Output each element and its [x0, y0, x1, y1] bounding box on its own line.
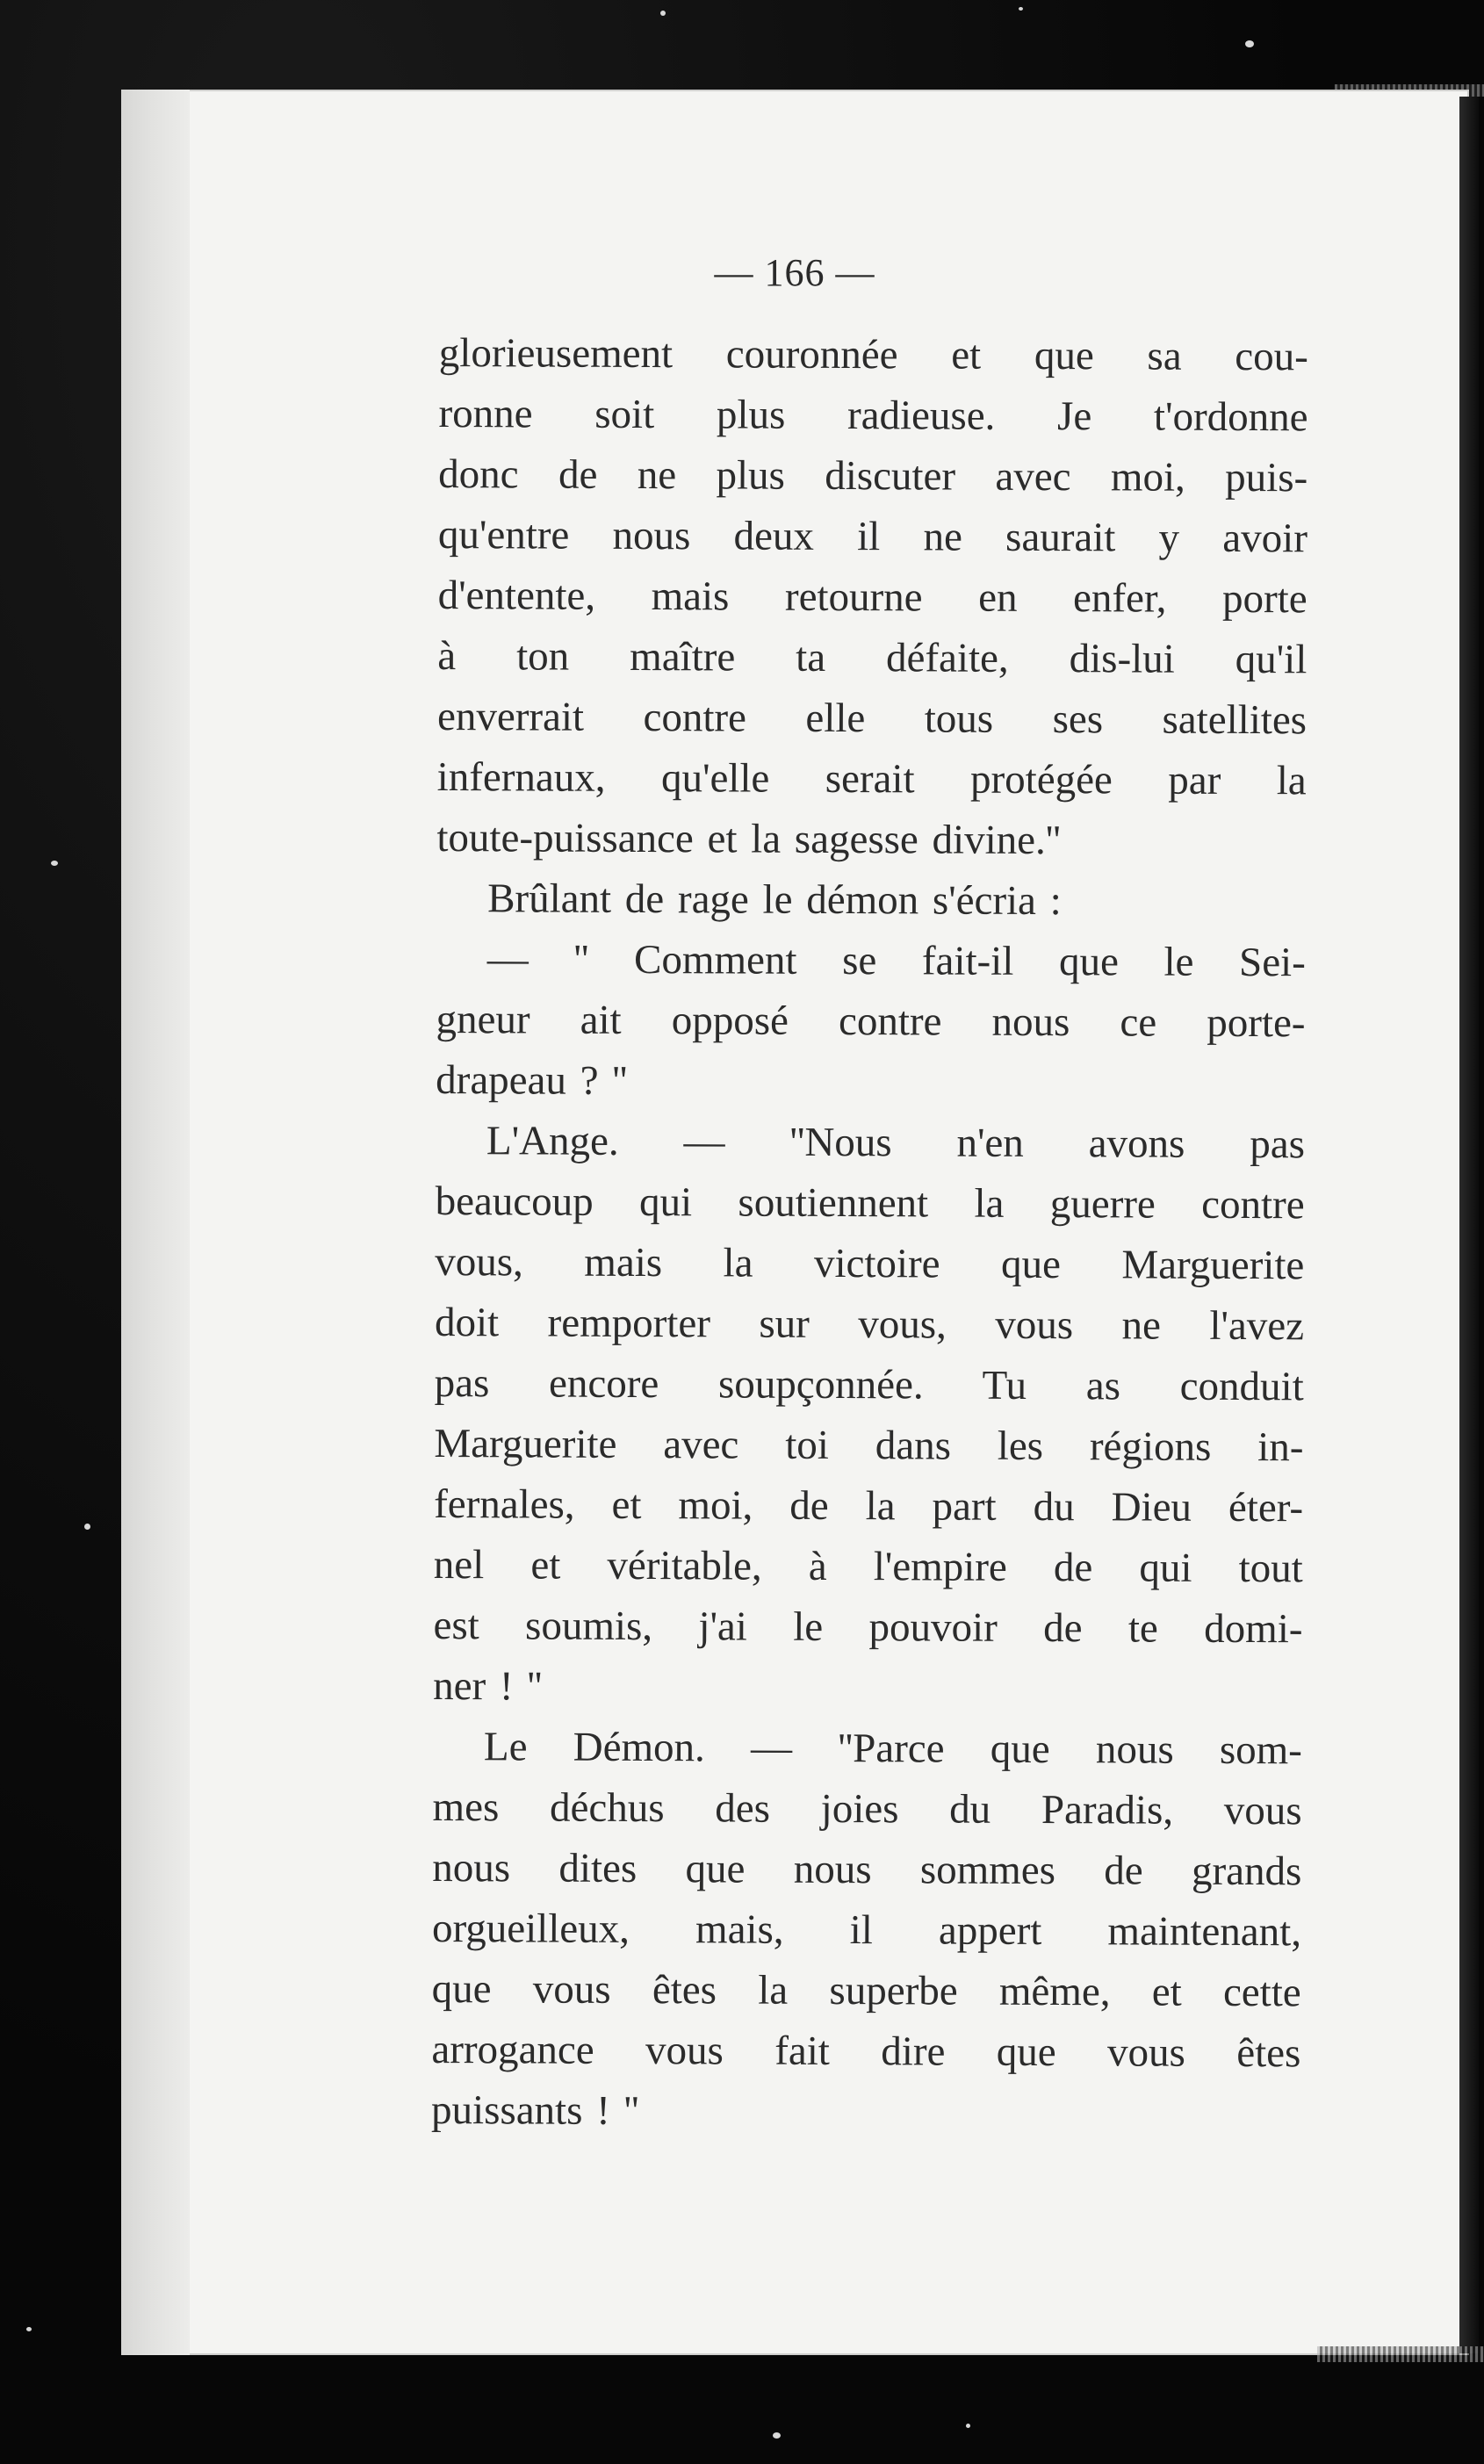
text-line: donc de ne plus discuter avec moi, puis- — [438, 450, 1308, 501]
text-line: ner ! '' — [433, 1662, 543, 1710]
adjacent-page-bottom-edge — [1317, 2346, 1484, 2362]
text-line: glorieusement couronnée et que sa cou- — [438, 329, 1308, 380]
scan-speck — [84, 1524, 90, 1530]
page-right-edge — [1459, 97, 1479, 2353]
text-line: nel et véritable, à l'empire de qui tout — [433, 1541, 1303, 1592]
text-line: enverrait contre elle tous ses satellites — [436, 693, 1308, 744]
text-line: toute-puissance et la sagesse divine.'' — [436, 814, 1061, 864]
text-line: pas encore soupçonnée. Tu as conduit — [434, 1359, 1304, 1410]
text-line: à ton maître ta défaite, dis-lui qu'il — [437, 632, 1308, 683]
page-number: — 166 — — [714, 251, 875, 294]
body-text — [431, 323, 1308, 2144]
scan-speck — [773, 2432, 781, 2439]
text-line: ronne soit plus radieuse. Je t'ordonne — [438, 390, 1308, 441]
text-line: vous, mais la victoire que Marguerite — [435, 1238, 1305, 1289]
text-line: que vous êtes la superbe même, et cette — [431, 1965, 1301, 2016]
scan-speck — [1019, 7, 1023, 11]
text-line: Marguerite avec toi dans les régions in- — [434, 1420, 1304, 1471]
text-line: qu'entre nous deux il ne saurait y avoir — [437, 511, 1308, 562]
text-line: nous dites que nous sommes de grands — [432, 1844, 1302, 1895]
scan-speck — [966, 2424, 970, 2428]
text-line: fernales, et moi, de la part du Dieu éter- — [434, 1481, 1304, 1531]
text-line: drapeau ? '' — [436, 1056, 628, 1104]
text-line: infernaux, qu'elle serait protégée par la — [436, 753, 1307, 804]
text-line: Le Démon. — ''Parce que nous som- — [483, 1724, 1303, 1774]
text-line: arrogance vous fait dire que vous êtes — [431, 2026, 1301, 2077]
text-line: mes déchus des joies du Paradis, vous — [432, 1783, 1302, 1834]
text-line: d'entente, mais retourne en enfer, porte — [437, 572, 1308, 623]
text-line: — '' Comment se fait-il que le Sei- — [486, 936, 1306, 986]
text-line: gneur ait opposé contre nous ce porte- — [436, 996, 1306, 1047]
text-line: est soumis, j'ai le pouvoir de te domi- — [433, 1602, 1303, 1653]
text-line: L'Ange. — ''Nous n'en avons pas — [486, 1118, 1306, 1168]
scan-speck — [51, 861, 58, 866]
text-line: puissants ! '' — [431, 2086, 639, 2135]
scan-speck — [1245, 40, 1254, 47]
scan-speck — [660, 11, 666, 16]
scan-speck — [26, 2327, 32, 2331]
text-line: doit remporter sur vous, vous ne l'avez — [434, 1299, 1305, 1350]
binding-shadow — [121, 90, 190, 2355]
text-line: Brûlant de rage le démon s'écria : — [487, 875, 1062, 925]
text-line: beaucoup qui soutiennent la guerre contre — [435, 1178, 1305, 1228]
text-line: orgueilleux, mais, il appert maintenant, — [431, 1905, 1302, 1956]
